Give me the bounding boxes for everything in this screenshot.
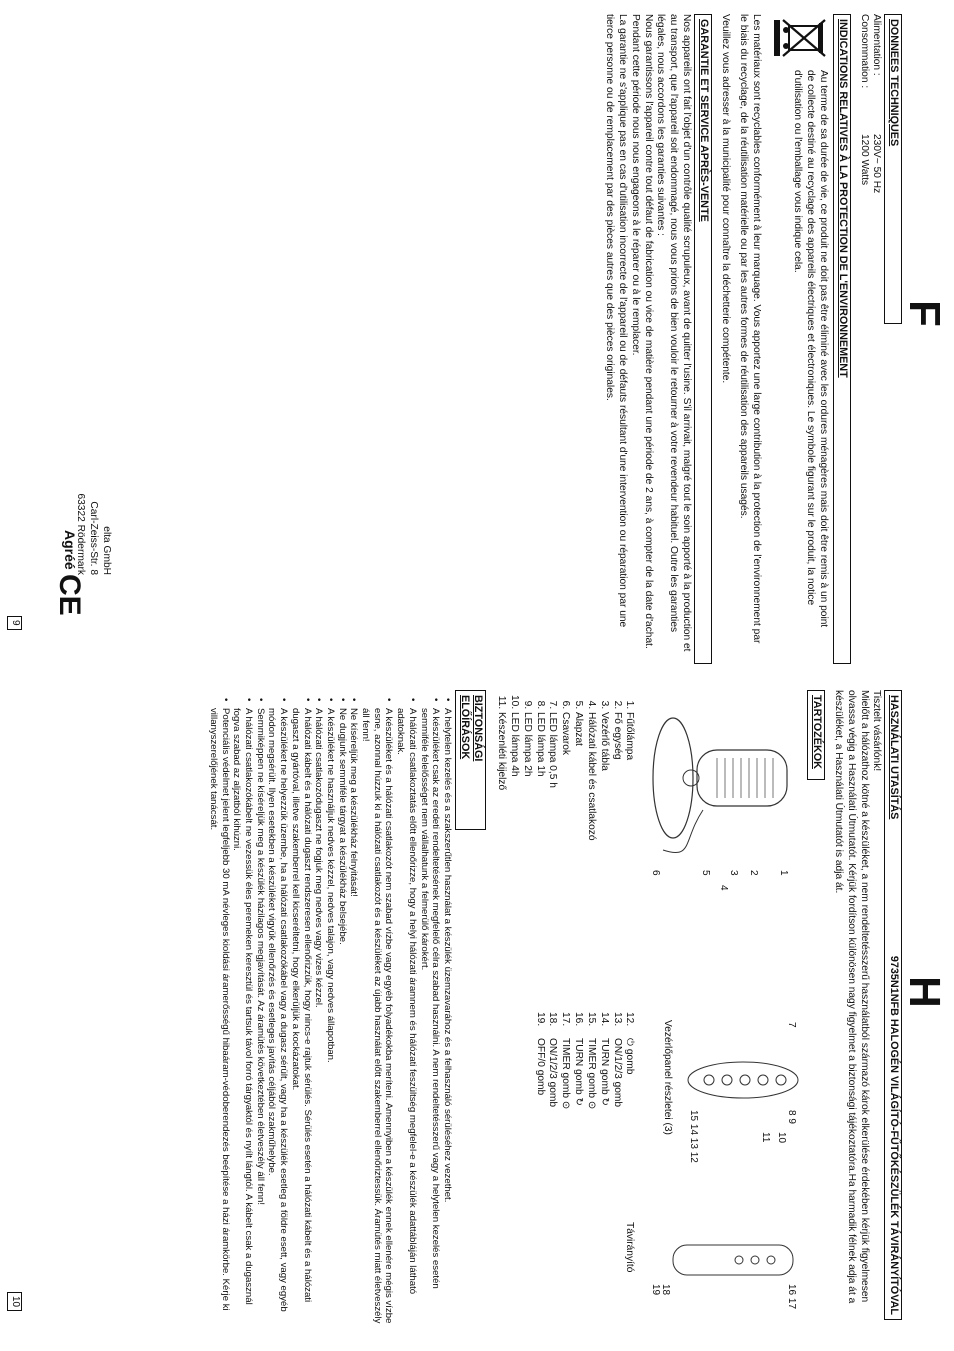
svg-text:7: 7 (786, 1022, 798, 1028)
remote-caption: Távirányító (624, 1222, 636, 1273)
heater-illustration (643, 690, 803, 920)
page-9-region (0, 0, 954, 675)
safety-item: • Ne kíséreljük meg a készülékház felnyitását! (348, 700, 360, 1330)
language-letter-h: H (900, 976, 949, 1008)
part-15: 15. TIMER gomb ⊙ (585, 1012, 597, 1110)
svg-text:11: 11 (760, 1132, 772, 1143)
safety-item: • A helytelen kezelés és a szakszerűtlen használat a készülék üzemzavarához és a felhasználó sérüléséhez vezethet. (441, 700, 453, 1330)
svg-text:16 17: 16 17 (786, 1284, 798, 1310)
parts-lists (494, 690, 635, 1330)
safety-heading: BIZTONSÁGI ELŐÍRÁSOK (455, 690, 486, 830)
svg-text:18: 18 (660, 1284, 672, 1296)
parts-list-left (494, 690, 635, 1012)
hungarian-page (0, 676, 954, 1351)
safety-list (207, 690, 453, 1330)
part-8: 8. LED lámpa 1h (533, 712, 546, 1012)
address-line3: 63322 Rödermark (75, 493, 87, 575)
address-block (73, 455, 112, 575)
part-10: 10. LED lámpa 4h (507, 712, 520, 1012)
safety-item: • Potenciális védelmet jelent legfeljebb 30 mA névleges kioldási áramerősségű hibaáram-védoberendezés beépítése a házi áramkörbe. Kérje ki villanyszerelőjének tanácsát. (207, 700, 230, 1330)
manual-heading (884, 690, 902, 1320)
intro-text: Mielőtt a hálózathoz kötné a készüléket, a nem rendeltetésszerű használatból származó károk elkerülése érdekében kérjük figyelmesen olvassa végig a Használati Útmutatót. Kérjük fordítson különösen nagy figyelmet a biztonsági tájékoztatóra.Ha harmadik félnek adja át a készüléket, a Használati Útmutatót is adja át. (832, 690, 870, 1304)
part-19: 19. OFF/0 gomb (534, 1012, 546, 1096)
part-3: 3. Vezérlő tábla (597, 712, 610, 1012)
safety-item: • A készüléket csak az eredeti rendeltetésének megfelelő célra szabad használni. A nem rendeltetésszerű vagy a helytelen kezelés esetén semmiféle felelősséget nem vállalhatunk a felmerülő károkért. (418, 700, 441, 1330)
model-title: 9735N1NFB HALOGÉN VILÁGÍTÓ-FŰTŐKÉSZÜLÉK TÁVIRÁNYÍTÓVAL (888, 955, 900, 1315)
callout-3: 3 (728, 870, 740, 876)
address-line2: Carl-Zeiss-Str. 8 (88, 501, 100, 575)
part-1: 1. Fűtőlámpa (623, 712, 636, 1012)
env-heading: INDICATIONS RELATIVES À LA PROTECTION DE L'ENVIRONNEMENT (833, 14, 851, 664)
callout-2: 2 (748, 870, 760, 876)
part-4: 4. Hálózati kábel és csatlakozó (584, 712, 597, 1012)
accessories-heading: TARTOZÉKOK (807, 690, 825, 780)
safety-item: • A hálózati csatlakozókábelt ne vezessük éles peremeken keresztül és tartsuk távol forró tárgyaktól és nyílt lángtól. A kábelt csak a dugasznál fogva szabad az aljzatból kihúzni. (231, 700, 254, 1330)
part-18: 18. ON/1/2/3 gomb (547, 1012, 559, 1108)
crossed-out-wheelie-bin-icon (773, 14, 829, 62)
page-number-9: 9 (7, 616, 22, 630)
part-9: 9. LED lámpa 2h (520, 712, 533, 1012)
supply-row (870, 14, 883, 654)
part-11: 11. Készenléti kijelző (494, 712, 507, 1012)
bin-icon-wrap (768, 14, 829, 70)
recycle-text: Les matériaux sont recyclables conformément à leur marquage. Vous apportez une large contribution à la protection de l'environnement par le biais du recyclage, de la réutilisation matérielle ou par les autres formes de réutilisation des appareils usagés. (738, 14, 763, 644)
env-notice (768, 14, 829, 654)
consumption-row (857, 14, 870, 654)
page-number-10: 10 (7, 1292, 22, 1311)
safety-item: • Semmiképpen ne kíséreljük meg a készülék házilagos megjavítását. Az áramütés következtében életveszély áll fenn! (254, 700, 266, 1330)
remote-illustration (650, 1210, 803, 1320)
part-7: 7. LED lámpa 0,5 h (546, 712, 559, 1012)
warranty-heading: GARANTIE ET SERVICE APRÈS-VENTE (694, 14, 712, 664)
warranty-p1: Nos appareils ont fait l'objet d'un contrôle qualité scrupuleux, avant de quitter l'usine. S'il arrivait, malgré tout le soin apporté à la production et au transport, que l'appareil soit endommagé, nous vous prions de bien vouloir le retourner à votre revendeur habituel. Outre les garanties légales, nous accordons les garanties suivantes : (655, 14, 693, 652)
part-12: 12. ⏻ gomb (624, 1012, 636, 1075)
safety-item: • Ne dugjunk semmiféle tárgyat a készülékház belsejébe. (336, 700, 348, 1330)
part-6: 6. Csavarok (558, 712, 571, 1012)
callout-5: 5 (700, 870, 712, 876)
safety-item: • A hálózati kábelt és a hálózati dugaszt rendszeresen ellenőrizzük, hogy nincs-e rajtuk sérülés. Sérülés esetén a hálózati kábelt és a hálózati dugaszt a gyártóval, illetve szakemberrel kell kicseréltetni, hogy elkerüljük a kockázatokat. (289, 700, 312, 1330)
callout-4: 4 (718, 885, 730, 891)
municipality-text: Veuillez vous adresser à la municipalité pour connaître la déchetterie compétente. (719, 14, 731, 384)
parts-list-right (494, 1012, 635, 1212)
safety-item: • A hálózati csatlakozódugaszt ne fogjuk meg nedves vagy vizes kézzel. (313, 700, 325, 1330)
control-panel-caption: Vezérlőpanel részletei (3) (662, 1020, 674, 1135)
svg-text:19: 19 (650, 1284, 662, 1296)
svg-text:8 9: 8 9 (786, 1110, 798, 1124)
part-16: 16. TURN gomb ↻ (573, 1012, 585, 1106)
agree-mark: Agréé (62, 530, 78, 570)
supply-value: 230V~ 50 Hz (871, 134, 883, 194)
safety-item: • A készüléket és a hálózati csatlakozót nem szabad vízbe vagy egyéb folyadékokba meríteni. Amennyiben a készülék ennek ellenére mégis vízbe esne, azonnal húzzuk ki a hálózati csatlakozót és a készüléket az újabb használat előtt szakemberrel ellenőriztessük. Áramütés miatt életveszély áll fenn! (359, 700, 394, 1330)
part-13: 13. ON/1/2/3 gomb (611, 1012, 623, 1108)
manual-title: HASZNÁLATI UTASÍTÁS (888, 695, 900, 820)
french-page (0, 0, 954, 675)
address-line1: elta GmbH (101, 526, 112, 575)
part-14: 14. TURN gomb ↻ (598, 1012, 610, 1106)
consumption-value: 1200 Watts (858, 134, 870, 186)
french-content (602, 14, 902, 654)
svg-text:15 14 13 12: 15 14 13 12 (688, 1110, 700, 1163)
illustrations (635, 690, 803, 1330)
safety-item: • A készüléket ne használjuk nedves kézzel, nedves talajon, vagy nedves állapotban. (324, 700, 336, 1330)
callout-6: 6 (650, 870, 662, 876)
control-panel-illustration (683, 1020, 803, 1170)
hungarian-content (207, 690, 902, 1330)
svg-text:10: 10 (776, 1132, 788, 1144)
consumption-label: Consommation : (858, 14, 870, 89)
greeting: Tisztelt vásárlónk! (871, 690, 883, 772)
part-2: 2. Fő egység (610, 712, 623, 1012)
warranty-p2: Nous garantissons l'appareil contre tout défaut de fabrication ou vice de matière pendant une période de 2 ans, à compter de la date d'achat. Pendant cette période nous nous engageons à le réparer ou à le remplacer. (629, 14, 654, 649)
part-17: 17. TIMER gomb ⊙ (560, 1012, 572, 1110)
callout-1: 1 (778, 870, 790, 876)
part-5: 5. Alapzat (571, 712, 584, 1012)
tech-heading: DONNEES TECHNIQUES (884, 14, 902, 324)
supply-label: Alimentation : (871, 14, 883, 76)
warranty-p3: La garantie ne s'applique pas en cas d'utilisation incorrecte de l'appareil ou de défauts résultant d'une intervention ou réparation par une tierce personne ou de remplacement par des pièces autres que des pièces originales. (604, 14, 628, 628)
safety-item: • A hálózati csatlakoztatás előtt ellenőrizze, hogy a helyi hálózati áramnem és hálózati feszültség megfelel-e a készülék adattábláján látható adatoknak. (394, 700, 417, 1330)
safety-item: • A készüléket ne helyezzük üzembe, ha a hálózati csatlakozókábel vagy a dugasz sérült, vagy ha a készülék esetleg a földre esett, vagy egyéb módon megsérült. Ilyen esetekben a készüléket vigyük ellenőrzés és esetleges javítás céljából szakműhelybe. (266, 700, 289, 1330)
ce-mark-icon: CE (53, 574, 86, 616)
page-10-region (0, 676, 954, 1351)
env-text: Au terme de sa durée de vie, ce produit ne doit pas être éliminé avec les ordures ménagères mais doit être remis à un point de collecte destiné au recyclage des appareils électriques et électroniques. Le symbole figurant sur le produit, la notice d'utilisation ou l'emballage vous indique cela. (792, 70, 830, 628)
language-letter-f: F (900, 300, 949, 327)
